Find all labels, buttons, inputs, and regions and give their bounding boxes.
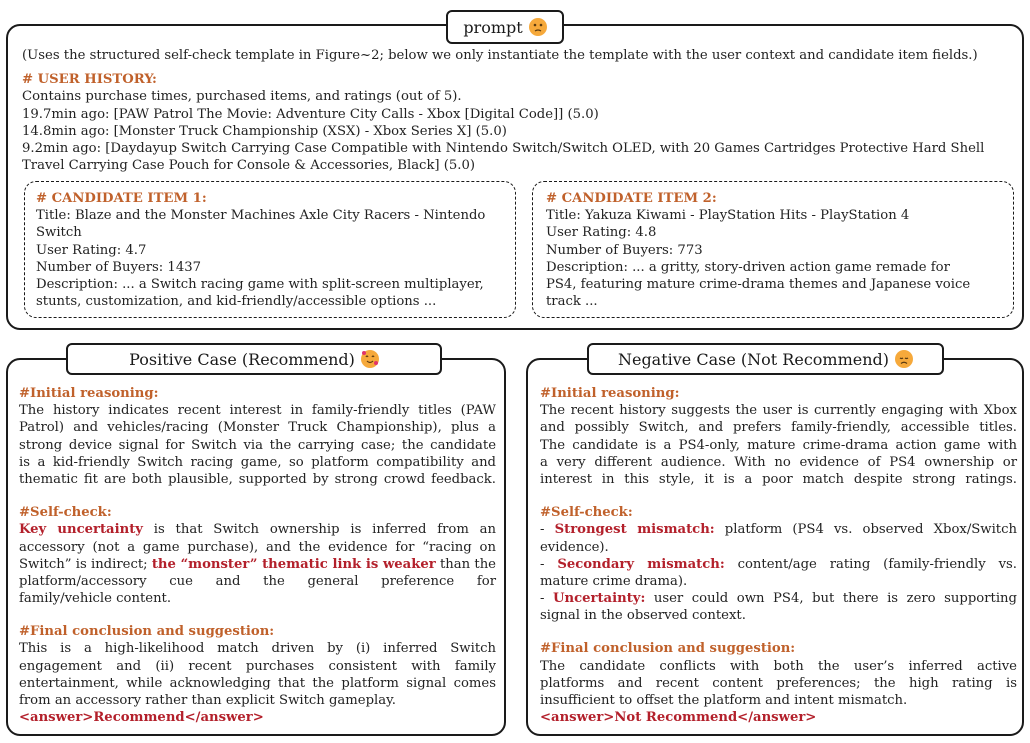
- candidate-item-1-line: Number of Buyers: 1437: [36, 259, 201, 275]
- user-history-line: Contains purchase times, purchased items, and ratings (out of 5).: [22, 89, 462, 105]
- negative-initial-line: a very different audience. With no evidence of PS4 ownership or: [540, 454, 1017, 470]
- positive-case-title-tab: [66, 343, 442, 375]
- positive-selfcheck-line: platform/accessory cue and the general preference for: [19, 573, 496, 589]
- negative-final-line: insufficient to offset the platform and intent mismatch.: [540, 693, 908, 708]
- candidate-item-1-header: # CANDIDATE ITEM 1:: [36, 191, 207, 206]
- user-history-line: 9.2min ago: [Daydayup Switch Carrying Case Compatible with Nintendo Switch/Switch OLED, with 20 Games Cartridges Protective Hard Shell: [22, 140, 985, 156]
- positive-selfcheck-line: Switch” is indirect; the “monster” thematic link is weaker than the: [19, 556, 496, 572]
- positive-initial-line: thematic fit are both plausible, supported by strong crowd feedback.: [19, 471, 496, 487]
- user-history-line: 14.8min ago: [Monster Truck Championship (XSX) - Xbox Series X] (5.0): [22, 123, 507, 139]
- negative-final-header: #Final conclusion and suggestion:: [540, 641, 796, 657]
- candidate-item-1-line: Switch: [36, 225, 82, 241]
- negative-selfcheck-line: - Uncertainty: user could own PS4, but there is zero supporting: [540, 591, 1017, 607]
- positive-initial-header: #Initial reasoning:: [19, 386, 159, 401]
- positive-case-body: [19, 385, 496, 726]
- negative-selfcheck-line: - Strongest mismatch: platform (PS4 vs. observed Xbox/Switch: [540, 522, 1017, 538]
- positive-final-line: from an accessory rather than explicit Switch gameplay.: [19, 693, 396, 708]
- candidate-item-2-header: # CANDIDATE ITEM 2:: [546, 191, 717, 206]
- positive-selfcheck-line: accessory (not a game purchase), and the evidence for “racing on: [19, 539, 496, 555]
- candidate-item-1: [36, 190, 510, 310]
- negative-selfcheck-line: evidence).: [540, 539, 609, 555]
- positive-selfcheck-line: Key uncertainty is that Switch ownership is inferred from an: [19, 522, 496, 538]
- positive-case-title: Positive Case (Recommend): [129, 349, 355, 369]
- negative-initial-line: The recent history suggests the user is currently engaging with Xbox: [540, 403, 1017, 419]
- thinking-face-icon: [529, 18, 547, 36]
- positive-selfcheck-header: #Self-check:: [19, 505, 112, 521]
- user-history-header: # USER HISTORY:: [22, 72, 157, 88]
- user-history-line: Travel Carrying Case Pouch for Console & Accessories, Black] (5.0): [22, 158, 476, 174]
- candidate-item-2-line: User Rating: 4.8: [546, 225, 657, 241]
- positive-final-line: engagement and (ii) recent purchases consistent with family: [19, 658, 496, 674]
- candidate-item-2-line: Number of Buyers: 773: [546, 242, 703, 258]
- user-history-line: 19.7min ago: [PAW Patrol The Movie: Adventure City Calls - Xbox [Digital Code]] (5.0): [22, 106, 599, 122]
- negative-initial-header: #Initial reasoning:: [540, 386, 680, 401]
- negative-final-line: The candidate conflicts with both the user’s inferred active: [540, 658, 1017, 674]
- positive-answer: <answer>Recommend</answer>: [19, 710, 264, 726]
- candidate-item-1-line: User Rating: 4.7: [36, 242, 147, 258]
- smiling-hearts-face-icon: [361, 350, 379, 368]
- negative-selfcheck-line: - Secondary mismatch: content/age rating (family-friendly vs.: [540, 556, 1017, 572]
- candidate-item-1-line: stunts, customization, and kid-friendly/accessible options ...: [36, 294, 437, 310]
- positive-final-line: This is a high-likelihood match driven by (i) inferred Switch: [19, 641, 496, 657]
- negative-final-line: platforms and recent content preferences; the high rating is: [540, 675, 1017, 691]
- candidate-item-2: [546, 190, 1008, 310]
- negative-initial-line: The candidate is a PS4-only, mature crime-drama action game with: [540, 437, 1017, 453]
- positive-initial-line: The history indicates recent interest in family-friendly titles (PAW: [19, 403, 496, 419]
- negative-initial-line: interest in this style, it is a poor match despite strong ratings.: [540, 471, 1017, 487]
- candidate-item-2-line: Description: ... a gritty, story-driven action game remade for: [546, 259, 950, 275]
- prompt-body: [22, 47, 1012, 174]
- negative-answer: <answer>Not Recommend</answer>: [540, 710, 817, 726]
- candidate-item-1-line: Title: Blaze and the Monster Machines Axle City Racers - Nintendo: [36, 208, 486, 224]
- positive-initial-line: Patrol) and vehicles/racing (Monster Truck Championship), plus a: [19, 420, 496, 436]
- negative-case-body: [540, 385, 1017, 726]
- prompt-title-tab: [446, 10, 564, 44]
- prompt-intro: (Uses the structured self-check template in Figure~2; below we only instantiate the template with the user context and candidate item fields.): [22, 48, 978, 63]
- negative-selfcheck-line: signal in the observed context.: [540, 608, 746, 624]
- prompt-title: prompt: [463, 17, 523, 37]
- positive-selfcheck-line: family/vehicle content.: [19, 591, 172, 607]
- negative-case-title-tab: [587, 343, 944, 375]
- negative-selfcheck-header: #Self-check:: [540, 505, 633, 521]
- positive-final-line: entertainment, while acknowledging that the platform signal comes: [19, 675, 496, 691]
- positive-initial-line: is a kid-friendly Switch racing game, so platform compatibility and: [19, 454, 496, 470]
- sad-face-icon: [895, 350, 913, 368]
- candidate-item-2-line: track ...: [546, 294, 598, 310]
- positive-initial-line: strong device signal for Switch via the carrying case; the candidate: [19, 437, 496, 453]
- positive-final-header: #Final conclusion and suggestion:: [19, 624, 275, 640]
- candidate-item-2-line: PS4, featuring mature crime-drama themes and Japanese voice: [546, 276, 971, 292]
- negative-case-title: Negative Case (Not Recommend): [617, 349, 890, 369]
- negative-selfcheck-line: mature crime drama).: [540, 573, 688, 589]
- candidate-item-1-line: Description: ... a Switch racing game with split-screen multiplayer,: [36, 276, 484, 292]
- candidate-item-2-line: Title: Yakuza Kiwami - PlayStation Hits - PlayStation 4: [546, 208, 910, 224]
- negative-initial-line: and possibly Switch, and prefers family-friendly, accessible titles.: [540, 420, 1017, 436]
